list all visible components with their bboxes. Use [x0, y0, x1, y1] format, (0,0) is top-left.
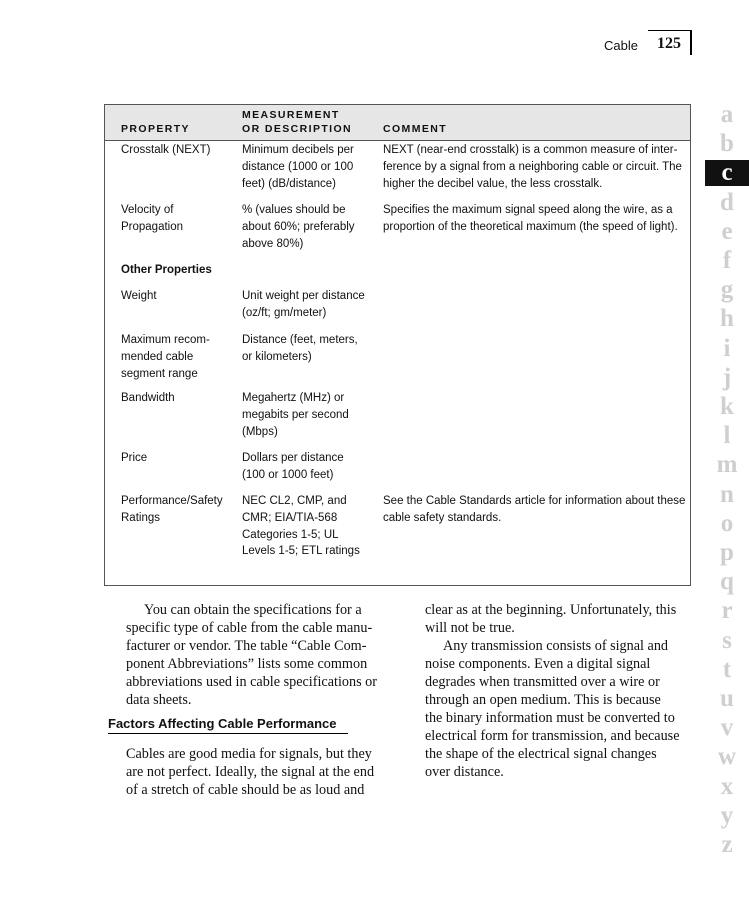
- paragraph-line: clear as at the beginning. Unfortunately, this: [425, 602, 677, 618]
- running-title: Cable: [604, 38, 638, 53]
- thumb-letter-z: z: [721, 831, 733, 858]
- table-cell-measurement: about 60%; preferably: [242, 220, 355, 233]
- thumb-letter-u: u: [720, 685, 734, 712]
- header-property: PROPERTY: [121, 123, 190, 135]
- table-cell-measurement: megabits per second: [242, 408, 349, 421]
- paragraph-line: the binary information must be converted to: [425, 710, 675, 726]
- paragraph-line: of a stretch of cable should be as loud and: [126, 782, 365, 798]
- table-cell-measurement: Minimum decibels per: [242, 144, 354, 156]
- table-cell-measurement: Distance (feet, meters,: [242, 334, 358, 346]
- table-cell-property: Propagation: [121, 220, 184, 233]
- paragraph-line: over distance.: [425, 764, 504, 780]
- paragraph-line: degrades when transmitted over a wire or: [425, 674, 660, 690]
- left-column-para2: [126, 745, 388, 799]
- paragraph-line: are not perfect. Ideally, the signal at the end: [126, 764, 375, 780]
- thumb-letter-l: l: [723, 422, 731, 450]
- table-cell-measurement: feet) (dB/distance): [242, 177, 336, 190]
- thumb-letter-p: p: [720, 539, 734, 566]
- left-column-para1: [126, 601, 388, 709]
- thumb-letter-t: t: [722, 655, 732, 683]
- table-cell-comment: Specifies the maximum signal speed along the wire, as a: [383, 204, 673, 216]
- page-number: 125: [657, 35, 681, 52]
- table-cell-measurement: % (values should be: [242, 204, 346, 216]
- table-cell-measurement: Categories 1-5; UL: [242, 528, 339, 541]
- thumb-letter-h: h: [720, 305, 734, 333]
- table-cell-measurement: Megahertz (MHz) or: [242, 392, 345, 404]
- thumb-letter-j: j: [722, 363, 732, 391]
- header-rule-vertical: [690, 30, 692, 55]
- table-cell-property: Maximum recom-: [121, 334, 210, 346]
- header-measurement-line2: OR DESCRIPTION: [242, 123, 353, 135]
- table-cell-comment: higher the decibel value, the less crosstalk.: [383, 177, 603, 190]
- thumb-letter-d: d: [720, 188, 734, 216]
- table-cell-property: Price: [121, 452, 148, 464]
- table-subheading: Other Properties: [121, 264, 212, 276]
- table-cell-measurement: Unit weight per distance: [242, 290, 365, 302]
- table-cell-measurement: NEC CL2, CMP, and: [242, 495, 347, 507]
- cable-properties-table: [104, 104, 691, 586]
- table-cell-comment: NEXT (near-end crosstalk) is a common measure of inter-: [383, 144, 678, 156]
- table-cell-comment: ference by a signal from a neighboring cable or circuit. The: [383, 160, 682, 173]
- thumb-letter-n: n: [720, 480, 734, 508]
- table-cell-measurement: above 80%): [242, 237, 304, 250]
- paragraph-line: abbreviations used in cable specifications or: [126, 674, 377, 690]
- table-cell-property: Velocity of: [121, 204, 174, 216]
- paragraph-line: the shape of the electrical signal changes: [425, 746, 657, 762]
- thumb-letter-x: x: [720, 772, 734, 800]
- table-cell-measurement: distance (1000 or 100: [242, 160, 354, 173]
- paragraph-line: noise components. Even a digital signal: [425, 656, 651, 672]
- table-cell-measurement: (100 or 1000 feet): [242, 468, 334, 481]
- thumb-letter-g: g: [720, 276, 734, 304]
- thumb-letter-c: c: [705, 160, 749, 186]
- header-measurement-line1: MEASUREMENT: [242, 109, 340, 121]
- paragraph-line: specific type of cable from the cable manu-: [126, 620, 373, 636]
- table-cell-measurement: (Mbps): [242, 425, 278, 438]
- thumb-letter-v: v: [720, 714, 734, 742]
- thumb-letter-e: e: [721, 217, 733, 245]
- table-cell-measurement: (oz/ft; gm/meter): [242, 306, 327, 319]
- table-cell-comment: proportion of the theoretical maximum (the speed of light).: [383, 220, 678, 233]
- thumb-letter-w: w: [717, 743, 737, 771]
- thumb-letter-q: q: [720, 568, 734, 596]
- paragraph-line: You can obtain the specifications for a: [144, 602, 362, 618]
- table-cell-property: Ratings: [121, 511, 160, 524]
- table-cell-property: Performance/Safety: [121, 495, 223, 507]
- paragraph-line: Any transmission consists of signal and: [443, 638, 669, 654]
- thumb-letter-m: m: [716, 451, 738, 479]
- table-cell-measurement: Dollars per distance: [242, 452, 344, 464]
- table-cell-property: Bandwidth: [121, 392, 175, 404]
- paragraph-line: will not be true.: [425, 620, 515, 636]
- table-cell-measurement: or kilometers): [242, 350, 312, 363]
- thumb-letter-i: i: [723, 334, 731, 362]
- header-comment: COMMENT: [383, 123, 448, 135]
- table-header-row: [105, 105, 690, 141]
- thumb-letter-k: k: [720, 393, 734, 420]
- thumb-letter-s: s: [722, 626, 732, 654]
- header-rule: [648, 30, 690, 31]
- thumb-letter-r: r: [721, 597, 733, 625]
- table-cell-property: segment range: [121, 367, 198, 380]
- table-cell-measurement: CMR; EIA/TIA-568: [242, 511, 338, 524]
- paragraph-line: ponent Abbreviations” lists some common: [126, 656, 368, 672]
- paragraph-line: through an open medium. This is because: [425, 692, 661, 708]
- thumb-letter-a: a: [720, 101, 734, 128]
- paragraph-line: electrical form for transmission, and because: [425, 728, 680, 744]
- table-cell-measurement: Levels 1-5; ETL ratings: [242, 545, 360, 558]
- paragraph-line: data sheets.: [126, 692, 192, 708]
- table-cell-comment: See the Cable Standards article for information about these: [383, 495, 686, 507]
- thumb-letter-y: y: [720, 801, 734, 829]
- table-cell-property: mended cable: [121, 350, 194, 363]
- table-cell-comment: cable safety standards.: [383, 511, 502, 524]
- section-heading: Factors Affecting Cable Performance: [108, 716, 348, 734]
- thumb-letter-b: b: [720, 130, 734, 158]
- paragraph-line: facturer or vendor. The table “Cable Com-: [126, 638, 367, 654]
- paragraph-line: Cables are good media for signals, but they: [126, 746, 372, 762]
- right-column: [425, 601, 689, 781]
- table-cell-property: Weight: [121, 290, 157, 302]
- thumb-letter-o: o: [720, 509, 734, 537]
- thumb-letter-f: f: [722, 247, 732, 274]
- table-cell-property: Crosstalk (NEXT): [121, 144, 211, 156]
- running-header: [0, 30, 749, 60]
- alphabet-thumb-index: [705, 102, 749, 862]
